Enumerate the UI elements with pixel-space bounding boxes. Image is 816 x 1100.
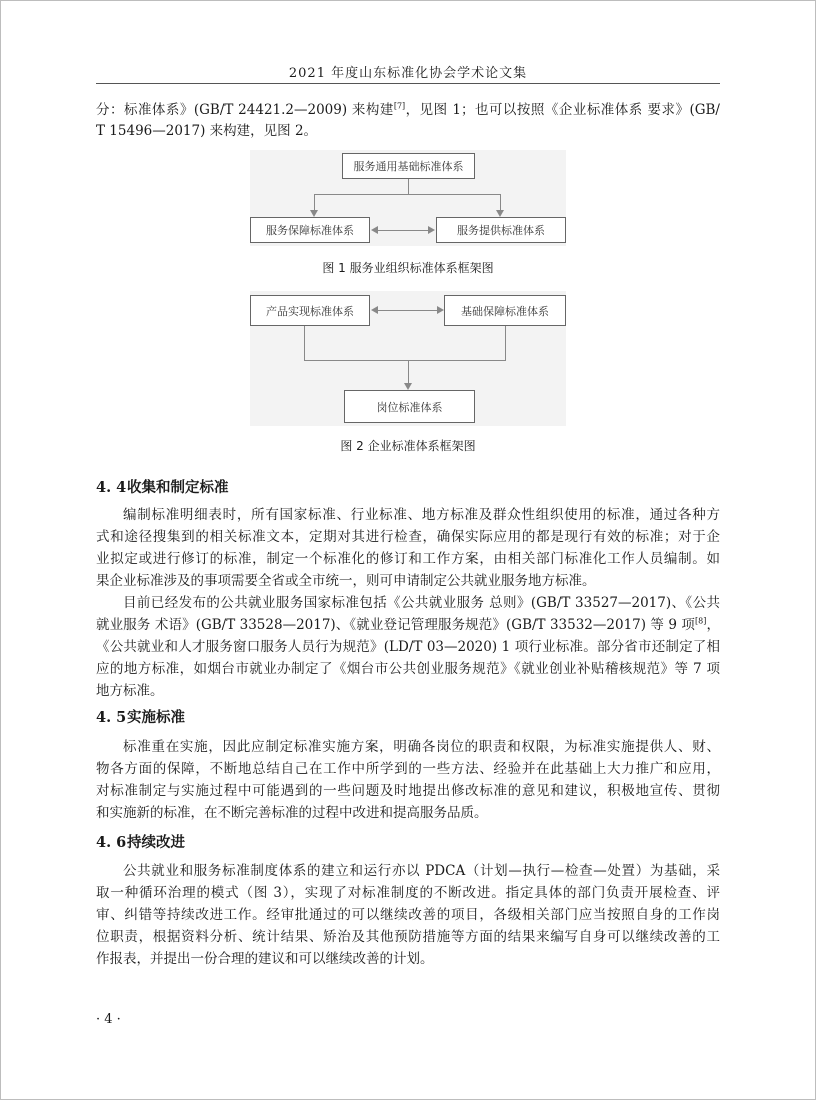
s45-p1-line-2: 物各方面的保障，不断地总结自己在工作中所学到的一些方法、经验并在此基础上大力推广和应用， <box>96 761 720 777</box>
s45-p1-line-4: 和实施新的标准，在不断完善标准的过程中改进和提高服务品质。 <box>96 805 488 821</box>
fig2-arrow-left <box>371 306 378 314</box>
fig2-connector-stem <box>408 360 409 383</box>
fig1-connector-left <box>314 194 315 210</box>
fig1-connector-bar <box>314 194 501 195</box>
fig2-box-post-standards: 岗位标准体系 <box>344 390 475 423</box>
s44-p2-text-a: 就业服务 术语》(GB/T 33528—2017)、《就业登记管理服务规范》(GB/T 33532—2017) 等 9 项 <box>96 617 696 633</box>
section-title: 实施标准 <box>127 710 185 726</box>
s44-p2-text-b: ， <box>706 617 720 633</box>
figure-1-caption: 图 1 服务业组织标准体系框架图 <box>322 261 494 275</box>
fig2-connector-right <box>505 326 506 360</box>
s44-p2-line-1: 目前已经发布的公共就业服务国家标准包括《公共就业服务 总则》(GB/T 33527—2017)、《公共 <box>123 595 720 611</box>
section-4-6-heading <box>96 831 185 852</box>
intro-line-1 <box>96 100 720 120</box>
s44-p1-line-4: 果企业标准涉及的事项需要全省或全市统一，则可申请制定公共就业服务地方标准。 <box>96 573 596 589</box>
section-title: 持续改进 <box>127 835 185 851</box>
section-number: 4. 6 <box>96 834 127 851</box>
s44-p2-line-4: 应的地方标准，如烟台市就业办制定了《烟台市公共创业服务规范》《就业创业补贴稽核规范》等 7 项 <box>96 661 720 677</box>
s45-p1-line-1: 标准重在实施，因此应制定标准实施方案，明确各岗位的职责和权限，为标准实施提供人、财、 <box>123 739 720 755</box>
intro-text-b: ，见图 1；也可以按照《企业标准体系 要求》(GB/ <box>405 102 720 118</box>
section-number: 4. 4 <box>96 479 127 496</box>
fig1-arrow-down-left <box>310 210 318 217</box>
fig2-box-base-support: 基础保障标准体系 <box>444 295 566 326</box>
fig1-box-service-support: 服务保障标准体系 <box>250 217 370 243</box>
running-header: 2021 年度山东标准化协会学术论文集 <box>288 66 528 81</box>
section-title: 收集和制定标准 <box>127 480 229 496</box>
fig1-box-service-provision: 服务提供标准体系 <box>436 217 566 243</box>
fig1-connector-right <box>500 194 501 210</box>
s46-p1-line-3: 审、纠错等持续改进工作。经审批通过的可以继续改善的项目，各级相关部门应当按照自身的工作岗 <box>96 907 720 923</box>
s46-p1-line-5: 作报表，并提出一份合理的建议和可以继续改善的计划。 <box>96 951 434 967</box>
intro-text-a: 分：标准体系》(GB/T 24421.2—2009) 来构建 <box>96 102 394 118</box>
fig1-box-service-general: 服务通用基础标准体系 <box>342 153 475 179</box>
intro-line-2: T 15496—2017) 来构建，见图 2。 <box>96 123 318 139</box>
fig2-arrow-down <box>404 383 412 390</box>
fig1-arrow-left <box>371 226 378 234</box>
s46-p1-line-2: 取一种循环治理的模式（图 3），实现了对标准制度的不断改进。指定具体的部门负责开展检查、评 <box>96 885 720 901</box>
section-4-5-heading <box>96 706 185 727</box>
fig1-connector-stem <box>408 179 409 194</box>
citation-ref[interactable]: [7] <box>393 101 406 111</box>
fig2-bidirectional-line <box>378 310 437 311</box>
fig2-box-product-realization: 产品实现标准体系 <box>250 295 370 326</box>
s46-p1-line-4: 位职责，根据资料分析、统计结果、矫治及其他预防措施等方面的结果来编写自身可以继续改善的工 <box>96 929 720 945</box>
s44-p2-line-3: 《公共就业和人才服务窗口服务人员行为规范》(LD/T 03—2020) 1 项行业标准。部分省市还制定了相 <box>96 639 720 655</box>
s44-p1-line-3: 业拟定或进行修订的标准，制定一个标准化的修订和工作方案，由相关部门标准化工作人员编制。如 <box>96 551 720 567</box>
section-4-4-heading <box>96 476 229 497</box>
s44-p2-line-2 <box>96 615 720 635</box>
fig1-arrow-right <box>428 226 435 234</box>
fig1-arrow-down-right <box>496 210 504 217</box>
fig2-arrow-right <box>437 306 444 314</box>
s45-p1-line-3: 对标准制定与实施过程中可能遇到的一些问题及时地提出修改标准的意见和建议，积极地宣传、贯彻 <box>96 783 720 799</box>
section-number: 4. 5 <box>96 709 127 726</box>
citation-ref[interactable]: [8] <box>695 616 707 626</box>
fig2-connector-left <box>304 326 305 360</box>
figure-2-caption: 图 2 企业标准体系框架图 <box>340 439 476 453</box>
s44-p1-line-2: 式和途径搜集到的相关标准文本，定期对其进行检查，确保实际应用的都是现行有效的标准；对于企 <box>96 529 720 545</box>
s44-p1-line-1: 编制标准明细表时，所有国家标准、行业标准、地方标准及群众性组织使用的标准，通过各种方 <box>123 507 720 523</box>
fig1-bidirectional-line <box>378 230 428 231</box>
fig2-connector-bar <box>304 360 506 361</box>
s46-p1-line-1: 公共就业和服务标准制度体系的建立和运行亦以 PDCA（计划—执行—检查—处置）为基础，采 <box>123 863 720 879</box>
s44-p2-line-5: 地方标准。 <box>96 683 164 699</box>
page-number: · 4 · <box>96 1012 121 1027</box>
header-rule <box>96 83 720 84</box>
